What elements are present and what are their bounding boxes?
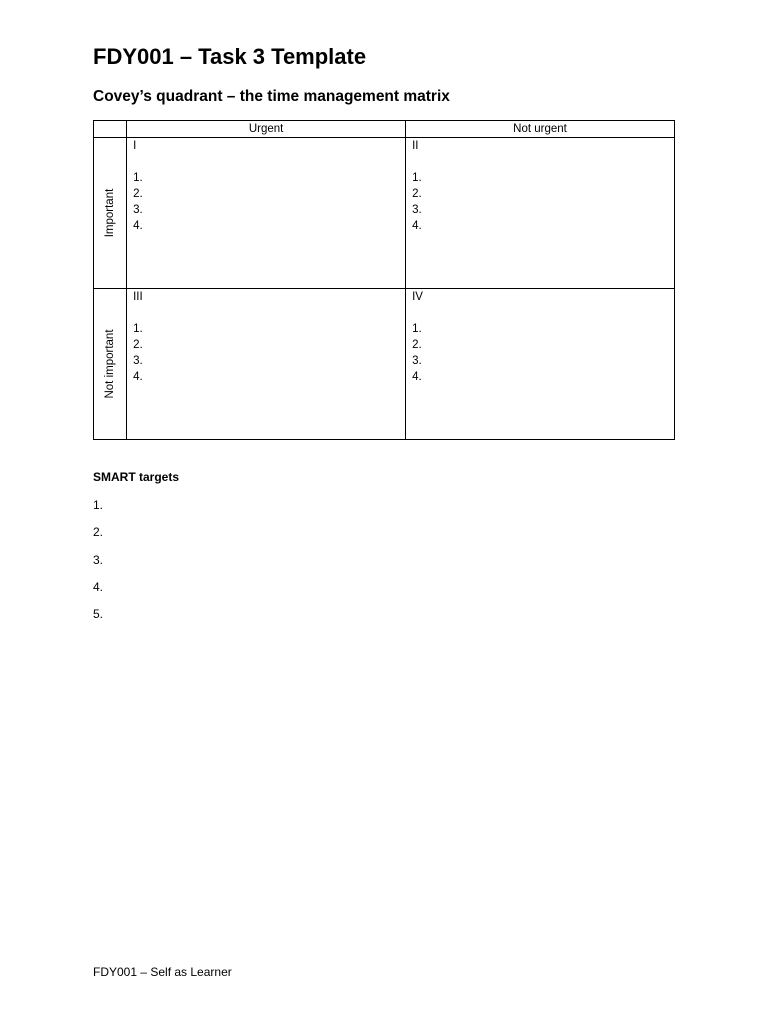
- quadrant-list: [133, 170, 405, 234]
- quadrant-list: [412, 170, 674, 234]
- smart-target-item[interactable]: 4.: [93, 579, 104, 594]
- smart-targets-list: [93, 497, 103, 633]
- document-subtitle: Covey’s quadrant – the time management matrix: [93, 88, 450, 105]
- time-management-matrix: [93, 120, 675, 440]
- smart-target-item[interactable]: 2.: [93, 525, 104, 540]
- smart-target-item[interactable]: 5.: [93, 607, 104, 622]
- list-item: 3.: [412, 355, 422, 367]
- quadrant-numeral: I: [133, 140, 137, 152]
- list-item: 1.: [133, 172, 143, 184]
- matrix-header-row: [94, 121, 675, 138]
- list-item: 1.: [133, 323, 143, 335]
- row-header-not-important: [94, 289, 127, 440]
- list-item: 2.: [133, 339, 143, 351]
- smart-targets-heading: SMART targets: [93, 470, 180, 484]
- column-header-not-urgent: Not urgent: [406, 121, 675, 138]
- matrix-corner-cell: [94, 121, 127, 138]
- smart-target-item[interactable]: 3.: [93, 552, 104, 567]
- page-footer: FDY001 – Self as Learner: [93, 965, 232, 979]
- row-header-important-label: Important: [104, 188, 117, 238]
- row-header-important: [94, 138, 127, 289]
- quadrant-numeral: II: [412, 140, 419, 152]
- quadrant-3[interactable]: [127, 289, 406, 440]
- list-item: 2.: [133, 188, 143, 200]
- list-item: 2.: [412, 188, 422, 200]
- list-item: 1.: [412, 323, 422, 335]
- list-item: 4.: [133, 220, 143, 232]
- column-header-urgent: Urgent: [127, 121, 406, 138]
- list-item: 3.: [133, 204, 143, 216]
- list-item: 4.: [412, 220, 422, 232]
- list-item: 4.: [412, 371, 422, 383]
- row-header-not-important-label: Not important: [104, 329, 117, 399]
- quadrant-numeral: IV: [412, 291, 423, 303]
- list-item: 2.: [412, 339, 422, 351]
- smart-target-item[interactable]: 1.: [93, 498, 104, 512]
- quadrant-numeral: III: [133, 291, 143, 303]
- quadrant-list: [133, 321, 405, 385]
- quadrant-2[interactable]: [406, 138, 675, 289]
- matrix-row-important: [94, 138, 675, 289]
- quadrant-1[interactable]: [127, 138, 406, 289]
- list-item: 1.: [412, 172, 422, 184]
- list-item: 3.: [412, 204, 422, 216]
- matrix-row-not-important: [94, 289, 675, 440]
- list-item: 3.: [133, 355, 143, 367]
- document-title: FDY001 – Task 3 Template: [93, 44, 367, 69]
- quadrant-4[interactable]: [406, 289, 675, 440]
- list-item: 4.: [133, 371, 143, 383]
- quadrant-list: [412, 321, 674, 385]
